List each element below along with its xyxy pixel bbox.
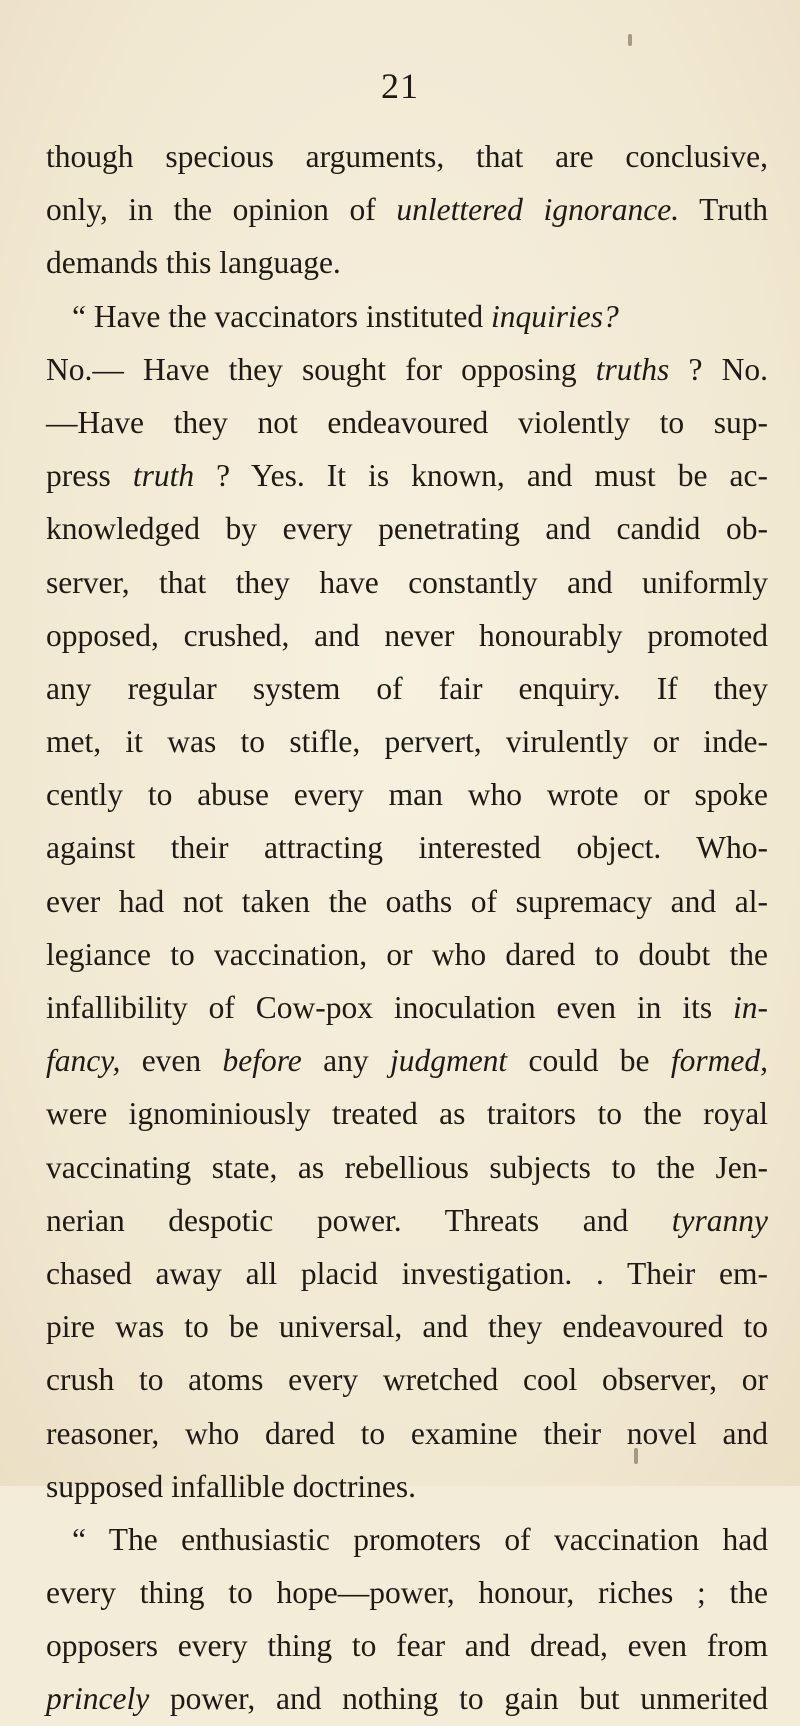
- text-line: [46, 662, 768, 715]
- text-segment: vaccinating state, as rebellious subjects to the Jen-: [46, 1149, 768, 1185]
- text-line: [46, 396, 768, 449]
- text-segment: ? No.: [669, 351, 768, 387]
- text-segment: any regular system of fair enquiry. If they: [46, 670, 768, 706]
- text-segment: power, and nothing to gain but unmerited: [149, 1681, 768, 1717]
- italic-text: unlettered ignorance.: [396, 192, 680, 228]
- italic-text: fancy,: [46, 1043, 121, 1079]
- text-line: [46, 556, 768, 609]
- text-line: [46, 290, 768, 343]
- text-segment: —Have they not endeavoured violently to sup-: [46, 404, 768, 440]
- text-segment: were ignominiously treated as traitors to the royal: [46, 1096, 768, 1132]
- text-line: [46, 130, 768, 183]
- text-segment: press: [46, 458, 133, 494]
- text-line: [46, 1353, 768, 1406]
- text-line: [46, 1194, 768, 1247]
- text-line: [46, 1407, 768, 1460]
- text-line: [46, 609, 768, 662]
- text-line: [46, 449, 768, 502]
- text-line: [46, 1087, 768, 1140]
- text-line: [46, 1513, 768, 1566]
- italic-text: judgment: [389, 1043, 508, 1079]
- text-segment: ever had not taken the oaths of supremacy and al-: [46, 883, 768, 919]
- text-segment: demands this language.: [46, 245, 341, 281]
- text-segment: Truth: [679, 192, 769, 228]
- text-line: [46, 1619, 768, 1672]
- text-line: [46, 1566, 768, 1619]
- text-segment: crush to atoms every wretched cool observer, or: [46, 1362, 768, 1398]
- ink-mark: [628, 34, 632, 46]
- text-segment: legiance to vaccination, or who dared to doubt the: [46, 936, 768, 972]
- text-line: [46, 875, 768, 928]
- text-segment: No.— Have they sought for opposing: [46, 351, 596, 387]
- text-segment: pire was to be universal, and they endeavoured to: [46, 1309, 768, 1345]
- text-segment: nerian despotic power. Threats and: [46, 1202, 672, 1238]
- body-text: [46, 130, 768, 1726]
- text-segment: “ Have the vaccinators instituted: [72, 298, 491, 334]
- text-line: [46, 1247, 768, 1300]
- text-segment: against their attracting interested object. Who-: [46, 830, 768, 866]
- text-segment: reasoner, who dared to examine their novel and: [46, 1415, 768, 1451]
- text-segment: opposed, crushed, and never honourably promoted: [46, 617, 768, 653]
- italic-text: truth: [132, 458, 195, 494]
- italic-text: in-: [733, 990, 768, 1025]
- text-segment: could be: [507, 1043, 671, 1079]
- text-line: [46, 1672, 768, 1725]
- text-segment: met, it was to stifle, pervert, virulently or inde-: [46, 724, 768, 760]
- text-segment: server, that they have constantly and uniformly: [46, 564, 768, 600]
- italic-text: before: [222, 1043, 302, 1079]
- text-segment: knowledged by every penetrating and candid ob-: [46, 511, 768, 547]
- italic-text: tyranny: [671, 1202, 768, 1238]
- text-line: [46, 1141, 768, 1194]
- text-line: [46, 183, 768, 236]
- text-segment: supposed infallible doctrines.: [46, 1468, 417, 1504]
- page-number: 21: [381, 66, 419, 106]
- text-line: [46, 1034, 768, 1087]
- text-line: [46, 715, 768, 768]
- text-segment: opposers every thing to fear and dread, even from: [46, 1628, 768, 1664]
- text-segment: though specious arguments, that are conclusive,: [46, 139, 768, 174]
- text-segment: “ The enthusiastic promoters of vaccination had: [72, 1521, 768, 1557]
- text-segment: even: [120, 1043, 223, 1079]
- text-segment: chased away all placid investigation. . Their em-: [46, 1255, 768, 1291]
- text-line: [46, 343, 768, 396]
- italic-text: princely: [46, 1681, 150, 1717]
- text-segment: any: [301, 1043, 390, 1079]
- text-line: [46, 928, 768, 981]
- text-line: [46, 502, 768, 555]
- text-line: [46, 1460, 768, 1513]
- text-line: [46, 1300, 768, 1353]
- text-segment: only, in the opinion of: [46, 192, 397, 228]
- text-segment: every thing to hope—power, honour, riches ; the: [46, 1575, 768, 1611]
- text-segment: ? Yes. It is known, and must be ac-: [194, 458, 768, 494]
- text-line: [46, 821, 768, 874]
- italic-text: formed,: [670, 1043, 768, 1079]
- text-segment: infallibility of Cow-pox inoculation even in its: [46, 990, 733, 1025]
- text-line: [46, 981, 768, 1034]
- italic-text: inquiries?: [490, 298, 619, 334]
- italic-text: truths: [595, 351, 670, 387]
- text-segment: cently to abuse every man who wrote or spoke: [46, 777, 768, 813]
- text-line: [46, 236, 768, 289]
- text-line: [46, 768, 768, 821]
